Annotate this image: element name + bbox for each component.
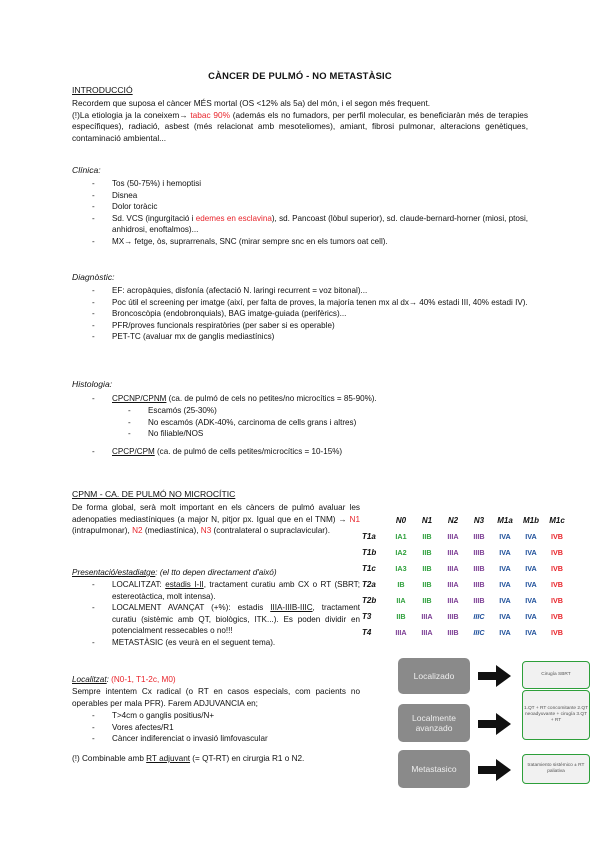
flow-result-localizado: Cirugía SBRT [522, 661, 590, 689]
table-cell: IIIA [447, 547, 459, 557]
table-cell: IIIA [447, 595, 459, 605]
table-row [362, 560, 570, 576]
table-cell: IB [397, 579, 405, 589]
clinica-heading: Clínica: [72, 165, 101, 175]
row-header: T4 [362, 627, 372, 637]
list-item: - No escamós (ADK-40%, carcinoma de cells grans i altres) [128, 417, 528, 429]
table-cell: IVB [551, 531, 563, 541]
column-header: N0 [395, 515, 407, 525]
table-cell: IIIA [447, 531, 459, 541]
table-cell: IIIB [473, 579, 485, 589]
column-header: M1c [549, 515, 565, 525]
table-cell: IIIB [447, 611, 459, 621]
intro-heading: INTRODUCCIÓ [72, 85, 133, 95]
presentacio-list [92, 579, 360, 648]
table-cell: IVA [525, 595, 537, 605]
table-cell: IVA [499, 627, 511, 637]
table-cell: IVB [551, 627, 563, 637]
table-cell: IIIB [473, 547, 485, 557]
flow-box-localmente: Localmente avanzado [398, 704, 470, 742]
flow-box-localizado: Localizado [398, 658, 470, 694]
list-item: - CPCNP/CPNM (ca. de pulmó de cels no petites/no microcítics = 85-90%). [92, 393, 528, 405]
table-cell: IA3 [395, 563, 407, 573]
histologia-sublist [128, 405, 528, 440]
arrow-right-icon [478, 664, 512, 688]
table-cell: IIIC [473, 627, 485, 637]
tabac-highlight: tabac 90% [190, 109, 230, 120]
table-cell: IIB [396, 611, 406, 621]
table-cell: IVA [499, 579, 511, 589]
table-cell: IA2 [395, 547, 407, 557]
table-cell: IIIA [421, 627, 433, 637]
row-header: T1a [362, 531, 376, 541]
cpnm-paragraph: De forma global, serà molt important en els càncers de pulmó avaluar les adenopaties mediastíniques (a major N, pitjor px. Igual que en el TNM) → N1 (intrapulmonar), N2 (mediastínica), N3 (contralateral o supraclavicular). [72, 503, 360, 535]
table-cell: IIIB [473, 563, 485, 573]
table-cell: IIB [422, 595, 432, 605]
table-cell: IIB [422, 547, 432, 557]
histologia-list [92, 393, 528, 405]
list-item: - Dolor toràcic [92, 201, 528, 213]
flow-result-metastasico: tratamiento sistémico ± RT paliativa [522, 754, 590, 784]
list-item: - METASTÀSIC (es veurà en el seguent tema). [92, 637, 360, 649]
table-cell: IIB [422, 579, 432, 589]
table-cell: IIIB [473, 531, 485, 541]
list-item: - PET-TC (avaluar mx de ganglis mediastínics) [92, 331, 528, 343]
list-item: - MX→ fetge, òs, suprarrenals, SNC (mirar sempre snc en els tumors oat cell). [92, 236, 528, 248]
arrow-right-icon [478, 712, 512, 736]
row-header: T2a [362, 579, 376, 589]
table-cell: IIIB [473, 595, 485, 605]
diagnostic-list [92, 285, 528, 343]
presentacio-heading: Presentació/estadiatge: (el tto depen directament d'aixó) [72, 568, 277, 577]
table-cell: IVB [551, 595, 563, 605]
table-cell: IIIC [473, 611, 485, 621]
list-item: - LOCALMENT AVANÇAT (+%): estadis IIIA-IIIB-IIIC, tractament curatiu (sistèmic amb QT, biològics, ITK...). Es poden dividir en potencialment ressecables o no!!! [92, 602, 360, 637]
row-header: T1b [362, 547, 377, 557]
list-item: - LOCALITZAT: estadis I-II, tractament curatiu amb CX o RT (SBRT; estereotàctica, molt intensa). [92, 579, 360, 602]
table-row [362, 608, 570, 624]
intro-para2: (!)La etiologia ja la coneixem→ tabac 90% (además els no fumadors, per perfil molecular, es beneficiaràn més de terapies específiques), radiació, asbest (més relacionat amb mesoteliomes), amiant, fibrosi pulmonar, alteracions genètiques, contaminació ambiental... [72, 109, 528, 143]
intro-paragraph [72, 98, 528, 144]
table-cell: IVA [525, 547, 537, 557]
intro-para1: Recordem que suposa el càncer MÉS mortal (OS <12% als 5a) del món, i el segon més frequent. [72, 98, 431, 108]
flow-box-metastasico: Metastasico [398, 750, 470, 788]
table-cell: IVB [551, 563, 563, 573]
table-cell: IVB [551, 579, 563, 589]
arrow-right-icon [478, 758, 512, 782]
row-header: T2b [362, 595, 377, 605]
localitzat-heading: Localitzat: (N0-1, T1-2c, M0) [72, 675, 176, 684]
column-header: N2 [447, 515, 459, 525]
list-item: - Escamós (25-30%) [128, 405, 528, 417]
table-cell: IVA [499, 611, 511, 621]
table-cell: IIB [422, 531, 432, 541]
localitzat-paragraph: Sempre intentem Cx radical (o RT en casos especials, com pacients no operables per mala PFR). Farem ADJUVANCIA en; [72, 687, 360, 708]
list-item: - Broncoscòpia (endobronquials), BAG imatge-guiada (perifèrics)... [92, 308, 528, 320]
table-cell: IIA [396, 595, 406, 605]
table-cell: IIIA [421, 611, 433, 621]
row-header: T1c [362, 563, 376, 573]
table-row [362, 576, 570, 592]
table-cell: IVA [499, 563, 511, 573]
clinica-list [92, 178, 528, 247]
table-cell: IVB [551, 547, 563, 557]
localitzat-note: (!) Combinable amb RT adjuvant (= QT-RT) en cirurgia R1 o N2. [72, 754, 305, 763]
table-cell: IA1 [395, 531, 407, 541]
list-item: - Càncer indiferenciat o invasió limfovascular [92, 733, 360, 745]
list-item: - Poc útil el screening per imatge (així, per falta de proves, la majoría tenen mx al dx→ 40% estadi III, 40% estadi IV). [92, 297, 528, 309]
table-cell: IVA [525, 531, 537, 541]
list-item: - Vores afectes/R1 [92, 722, 360, 734]
table-cell: IVA [499, 531, 511, 541]
table-cell: IVA [525, 579, 537, 589]
table-cell: IIB [422, 563, 432, 573]
list-item: - No filiable/NOS [128, 428, 528, 440]
table-cell: IVA [525, 611, 537, 621]
column-header: N1 [421, 515, 433, 525]
list-item: - Tos (50-75%) i hemoptisi [92, 178, 528, 190]
list-item: - PFR/proves funcionals respiratòries (per saber si es operable) [92, 320, 528, 332]
table-row [362, 528, 570, 544]
list-item: - CPCP/CPM (ca. de pulmó de cells petites/microcítics = 10-15%) [92, 446, 528, 458]
histologia-list-2 [92, 446, 528, 458]
table-cell: IVA [499, 595, 511, 605]
histologia-heading: Histologia: [72, 379, 113, 389]
column-header: M1b [523, 515, 539, 525]
list-item: - Sd. VCS (ingurgitació i edemes en esclavina), sd. Pancoast (lòbul superior), sd. claude-bernard-horner (miosi, ptosi, anhidrosi, enoftalmos)... [92, 213, 528, 236]
table-cell: IIIA [447, 579, 459, 589]
column-header: M1a [497, 515, 513, 525]
list-item: - Disnea [92, 190, 528, 202]
list-item: - T>4cm o ganglis positius/N+ [92, 710, 360, 722]
list-item: - EF: acropàquies, disfonía (afectació N. laringi recurrent = voz bitonal)... [92, 285, 528, 297]
table-cell: IVB [551, 611, 563, 621]
flow-result-localmente: 1.QT + RT concomitante 2.QT neoadyuvante + cirugía 3.QT + RT [522, 690, 590, 740]
tnm-staging-table [362, 512, 570, 640]
table-row [362, 624, 570, 640]
localitzat-list [92, 710, 360, 745]
diagnostic-heading: Diagnòstic: [72, 272, 115, 282]
table-row [362, 544, 570, 560]
table-cell: IIIA [447, 563, 459, 573]
cpnm-heading: CPNM - CA. DE PULMÓ NO MICROCÍTIC [72, 489, 236, 499]
table-row [362, 592, 570, 608]
table-cell: IVA [525, 563, 537, 573]
table-cell: IVA [499, 547, 511, 557]
page-title: CÀNCER DE PULMÓ - NO METASTÀSIC [208, 70, 392, 81]
table-header-row [362, 512, 570, 528]
table-cell: IIIA [395, 627, 407, 637]
table-cell: IVA [525, 627, 537, 637]
column-header: N3 [473, 515, 485, 525]
row-header: T3 [362, 611, 372, 621]
table-cell: IIIB [447, 627, 459, 637]
